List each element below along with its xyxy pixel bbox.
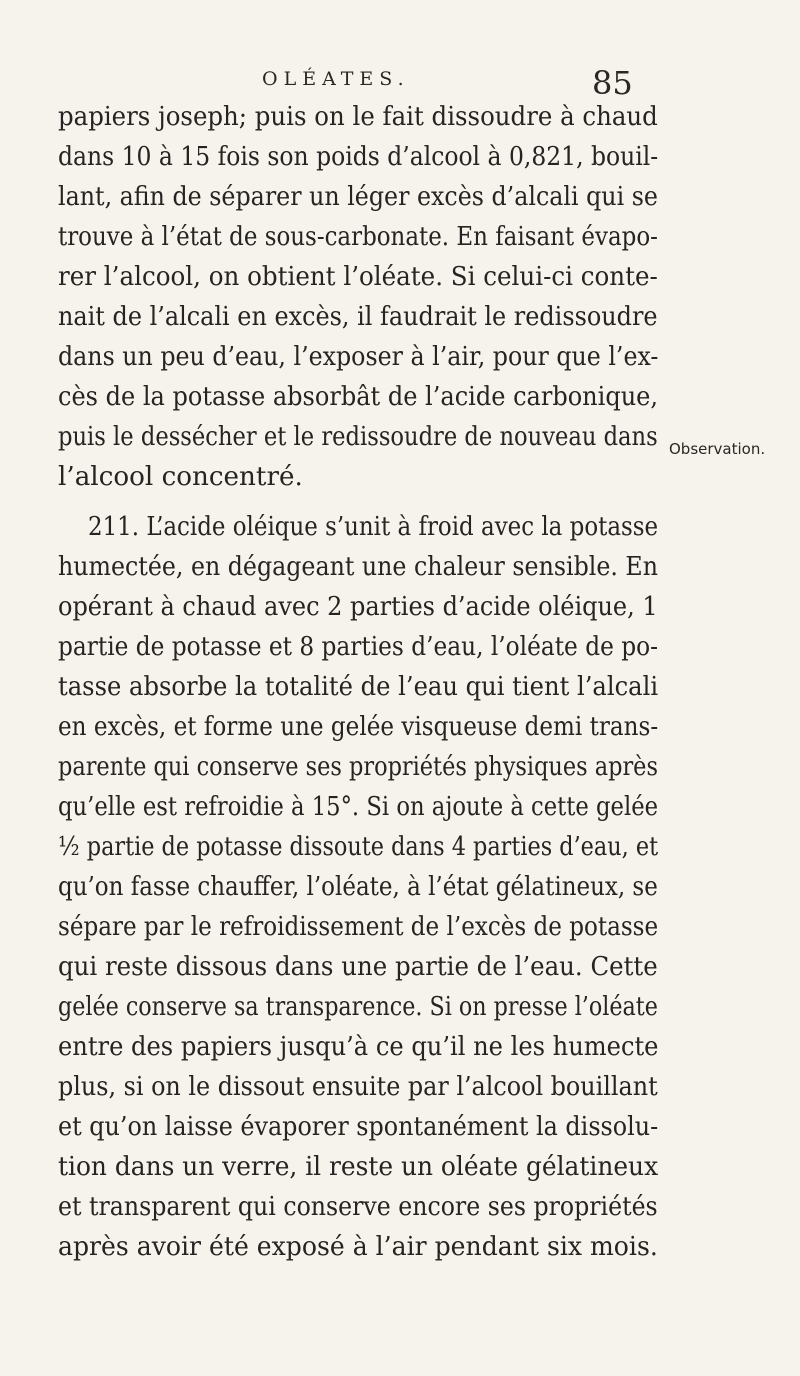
text-line: rer l’alcool, on obtient l’oléate. Si celui-ci conte- — [58, 262, 658, 292]
running-title: OLÉATES. — [262, 68, 410, 90]
text-line: l’alcool concentré. — [58, 462, 303, 492]
text-line: qu’on fasse chauffer, l’oléate, à l’état gélatineux, se — [58, 872, 658, 902]
text-line: gelée conserve sa transparence. Si on presse l’oléate — [58, 992, 658, 1022]
text-line: qu’elle est refroidie à 15°. Si on ajoute à cette gelée — [58, 792, 659, 822]
paragraph-first-line: 211. L’acide oléique s’unit à froid avec la potasse — [88, 512, 659, 542]
page-number: 85 — [592, 64, 633, 102]
text-line: qui reste dissous dans une partie de l’eau. Cette — [58, 952, 658, 982]
text-line: cès de la potasse absorbât de l’acide carbonique, — [58, 382, 659, 412]
text-line: opérant à chaud avec 2 parties d’acide oléique, 1 — [58, 592, 658, 622]
text-line: tasse absorbe la totalité de l’eau qui tient l’alcali — [58, 672, 659, 702]
text-line: ½ partie de potasse dissoute dans 4 parties d’eau, et — [58, 832, 659, 862]
text-line: plus, si on le dissout ensuite par l’alcool bouillant — [58, 1072, 658, 1102]
text-line: en excès, et forme une gelée visqueuse demi trans- — [58, 712, 659, 742]
text-line: nait de l’alcali en excès, il faudrait le redissoudre — [58, 302, 658, 332]
text-line: entre des papiers jusqu’à ce qu’il ne les humecte — [58, 1032, 659, 1062]
text-line: et transparent qui conserve encore ses propriétés — [58, 1192, 658, 1222]
text-line: puis le dessécher et le redissoudre de nouveau dans — [58, 422, 658, 452]
text-line: lant, afin de séparer un léger excès d’alcali qui se — [58, 182, 658, 212]
text-line: dans 10 à 15 fois son poids d’alcool à 0,821, bouil- — [58, 142, 659, 172]
text-line: partie de potasse et 8 parties d’eau, l’oléate de po- — [58, 632, 658, 662]
margin-note: Observation. — [669, 440, 766, 458]
text-line: humectée, en dégageant une chaleur sensible. En — [58, 552, 659, 582]
text-line: dans un peu d’eau, l’exposer à l’air, pour que l’ex- — [58, 342, 659, 372]
text-line: parente qui conserve ses propriétés physiques après — [58, 752, 658, 782]
text-line: et qu’on laisse évaporer spontanément la dissolu- — [58, 1112, 659, 1142]
text-line: sépare par le refroidissement de l’excès de potasse — [58, 912, 659, 942]
text-line: après avoir été exposé à l’air pendant six mois. — [58, 1232, 658, 1262]
text-line: trouve à l’état de sous-carbonate. En faisant évapo- — [58, 222, 658, 252]
text-line: tion dans un verre, il reste un oléate gélatineux — [58, 1152, 659, 1182]
text-line: papiers joseph; puis on le fait dissoudre à chaud — [58, 102, 658, 132]
